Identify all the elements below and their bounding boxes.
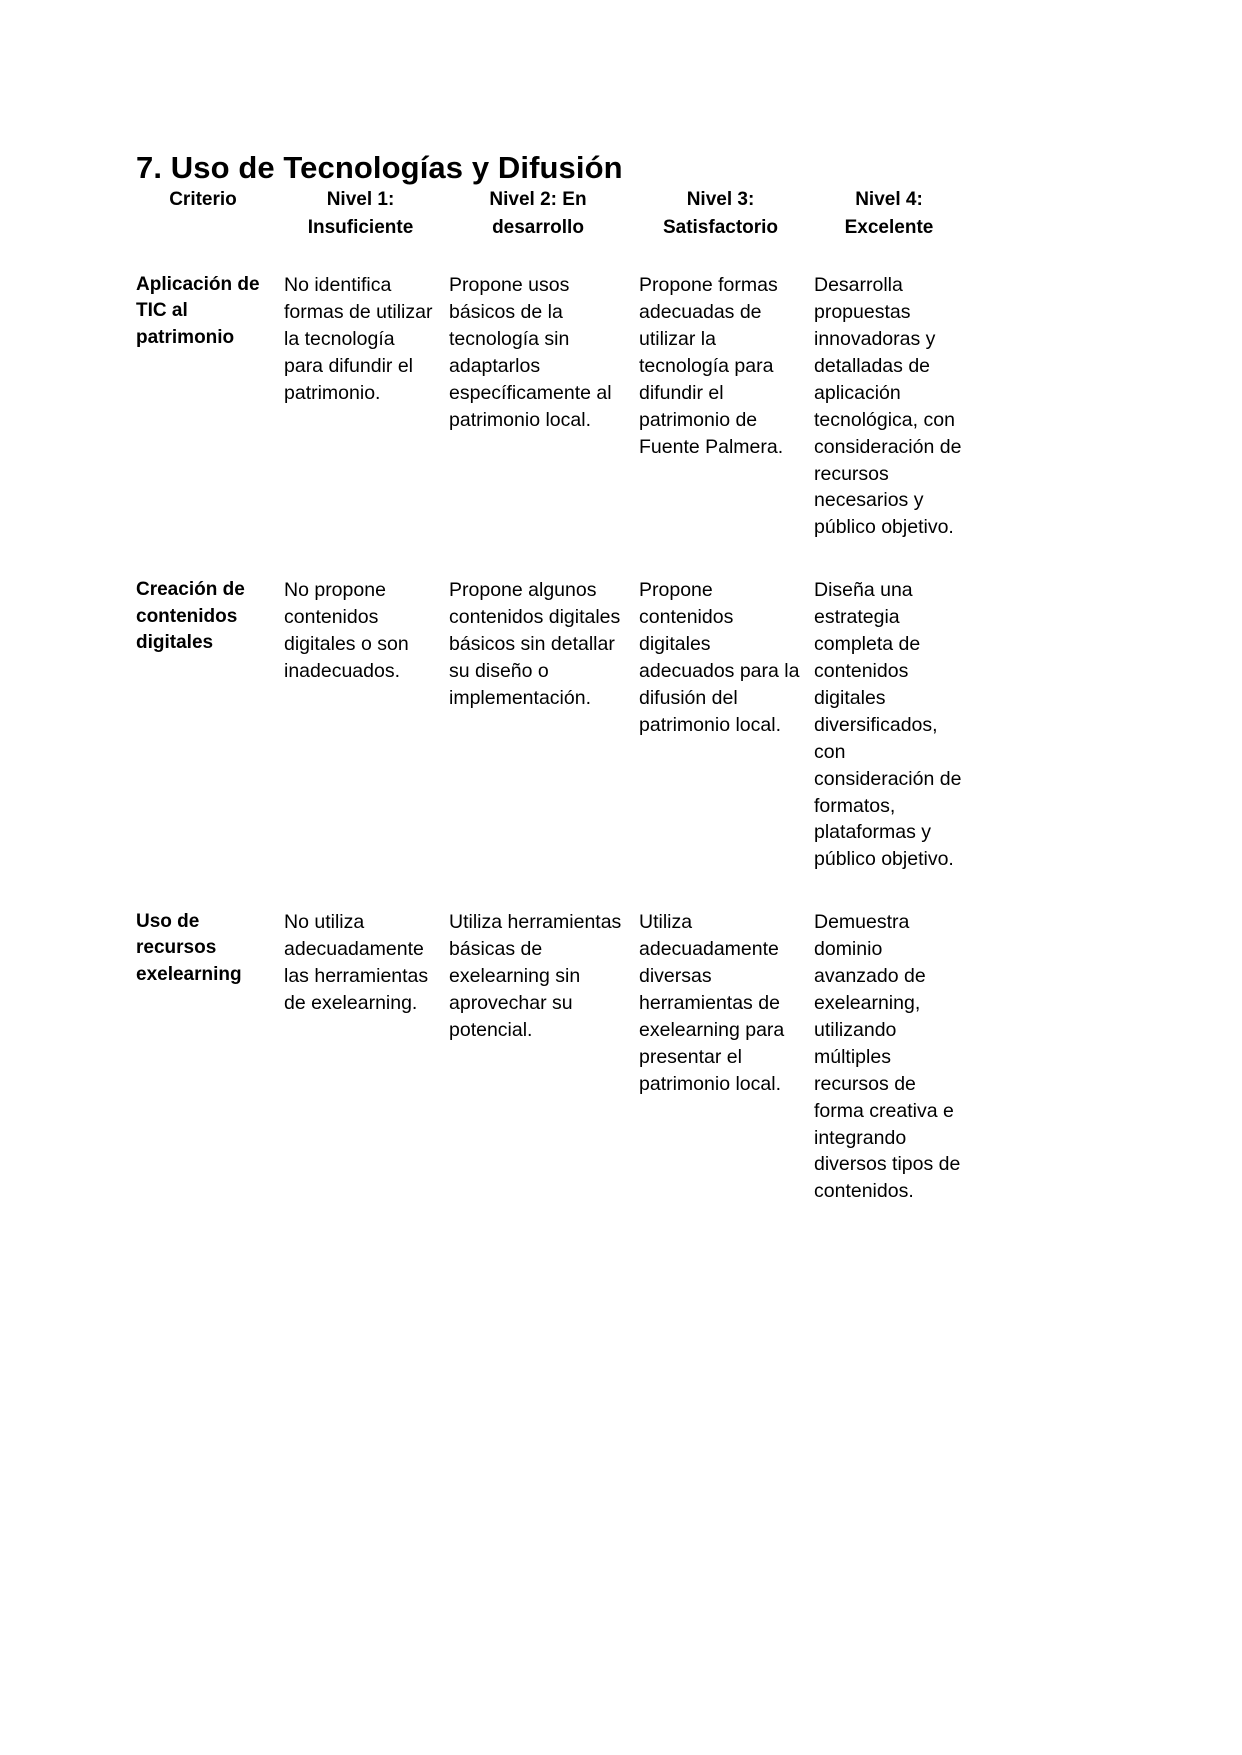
- column-header-nivel-2: Nivel 2: En desarrollo: [489, 189, 587, 239]
- cell-nivel-3: Propone contenidos digitales adecuados para la difusión del patrimonio local.: [639, 579, 800, 736]
- page-title: 7. Uso de Tecnologías y Difusión: [136, 149, 623, 185]
- cell-nivel-1: No utiliza adecuadamente las herramientas de exelearning.: [284, 911, 429, 1014]
- cell-nivel-1: No identifica formas de utilizar la tecnología para difundir el patrimonio.: [284, 274, 433, 404]
- column-header-nivel-1: Nivel 1: Insuficiente: [307, 189, 414, 239]
- criterion-label: Uso de recursos exelearning: [136, 911, 242, 985]
- cell-nivel-4: Desarrolla propuestas innovadoras y detalladas de aplicación tecnológica, con consideración de recursos necesarios y público objetivo.: [814, 274, 962, 539]
- criterion-label: Aplicación de TIC al patrimonio: [136, 274, 260, 348]
- cell-nivel-2: Propone usos básicos de la tecnología sin adaptarlos específicamente al patrimonio local.: [449, 274, 612, 431]
- cell-nivel-3: Propone formas adecuadas de utilizar la tecnología para difundir el patrimonio de Fuente Palmera.: [639, 274, 784, 458]
- column-header-nivel-3: Nivel 3: Satisfactorio: [662, 189, 779, 239]
- cell-nivel-3: Utiliza adecuadamente diversas herramientas de exelearning para presentar el patrimonio local.: [639, 911, 785, 1095]
- table-row: [136, 909, 976, 1205]
- table-row: [136, 577, 976, 909]
- cell-nivel-4: Demuestra dominio avanzado de exelearning, utilizando múltiples recursos de forma creativa e integrando diversos tipos de contenidos.: [814, 911, 961, 1203]
- table-row: [136, 272, 976, 577]
- cell-nivel-1: No propone contenidos digitales o son inadecuados.: [284, 579, 409, 682]
- cell-nivel-2: Propone algunos contenidos digitales básicos sin detallar su diseño o implementación.: [449, 579, 621, 709]
- column-header-nivel-4: Nivel 4: Excelente: [844, 189, 934, 239]
- cell-nivel-4: Diseña una estrategia completa de contenidos digitales diversificados, con consideración de formatos, plataformas y público objetivo.: [814, 579, 962, 871]
- cell-nivel-2: Utiliza herramientas básicas de exelearning sin aprovechar su potencial.: [449, 911, 622, 1041]
- criterion-label: Creación de contenidos digitales: [136, 579, 245, 653]
- table-header-row: [136, 186, 976, 272]
- column-header-criterio: Criterio: [169, 189, 237, 210]
- rubric-table: [136, 186, 976, 1205]
